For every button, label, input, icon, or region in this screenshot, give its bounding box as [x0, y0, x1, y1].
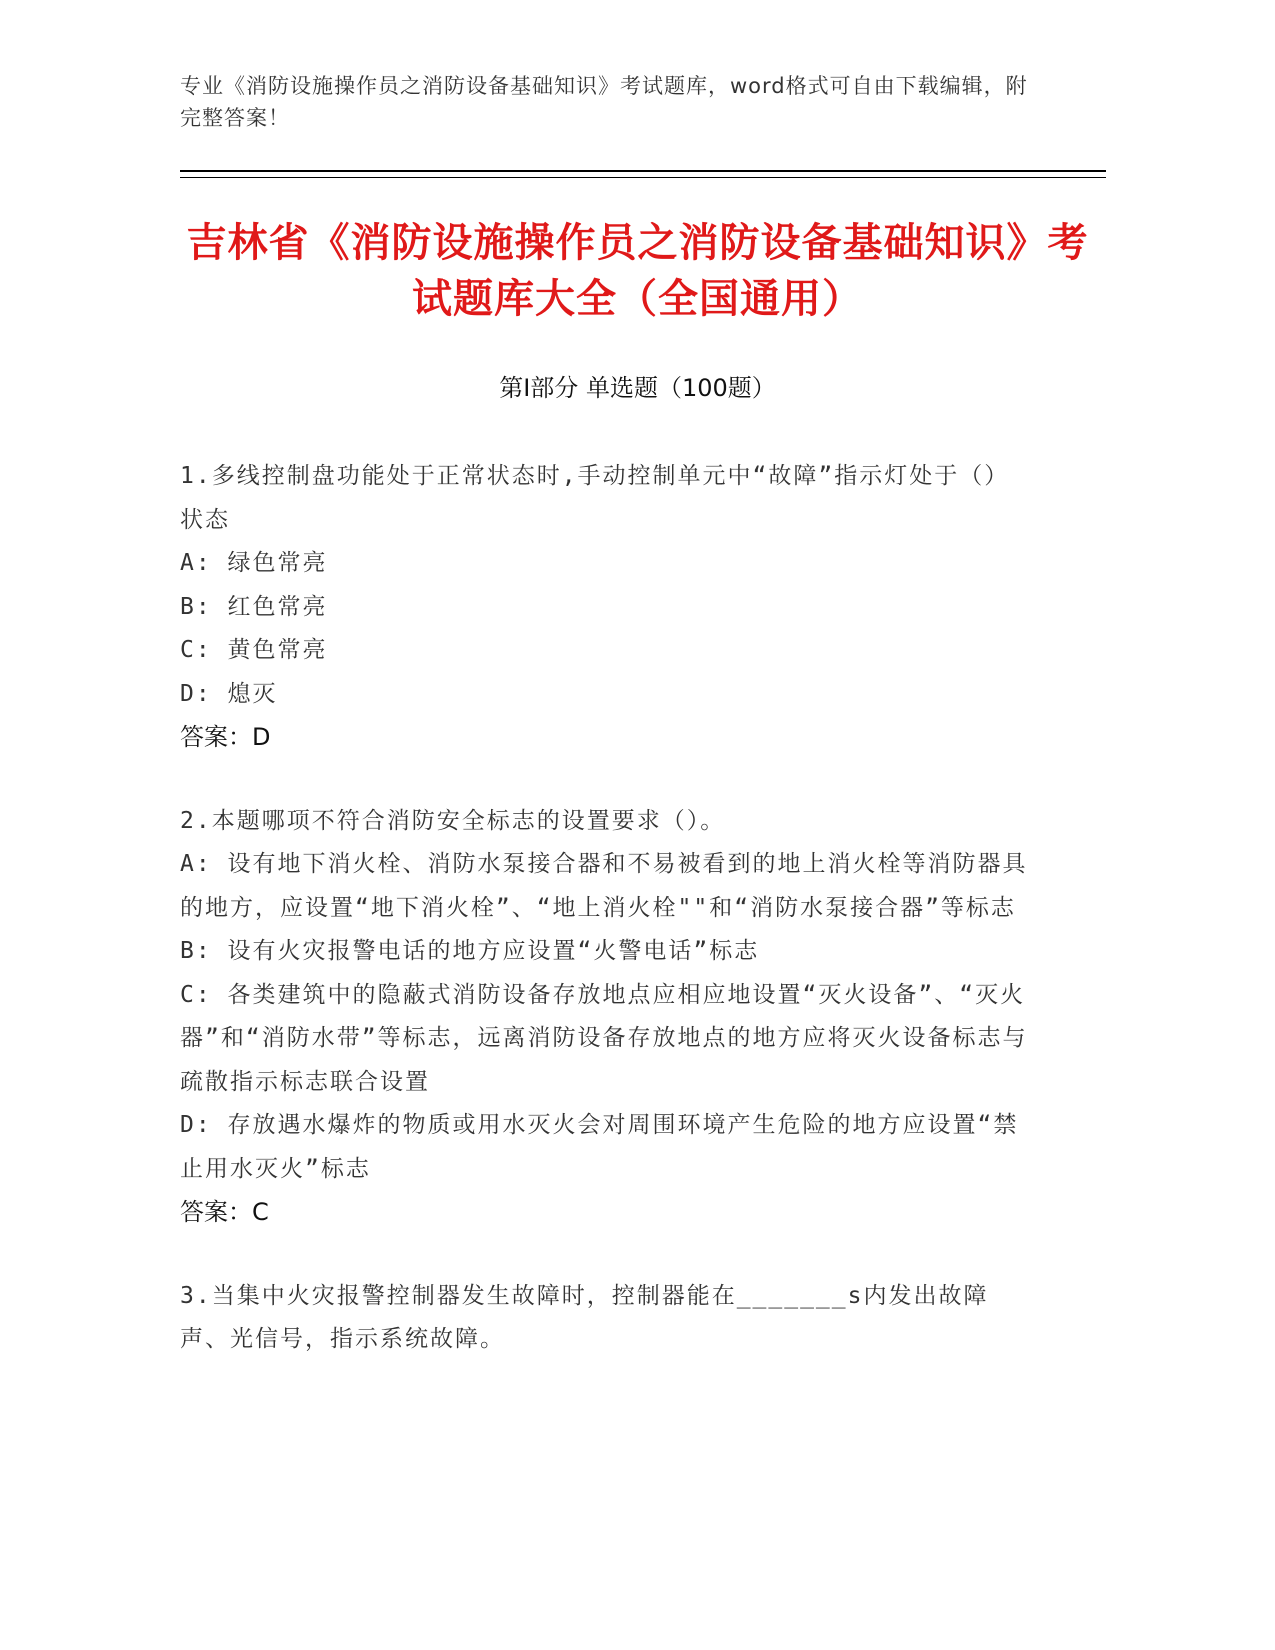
question-stem: 2.本题哪项不符合消防安全标志的设置要求（）。: [180, 807, 726, 834]
question-list: [180, 455, 1030, 1402]
option-c: C: 黄色常亮: [180, 637, 328, 663]
option-a: A: 绿色常亮: [180, 550, 328, 576]
option-b: B: 红色常亮: [180, 593, 328, 620]
option-b: B: 设有火灾报警电话的地方应设置“火警电话”标志: [180, 938, 760, 964]
option-d: D: 存放遇水爆炸的物质或用水灭火会对周围环境产生危险的地方应设置“禁止用水灭火”标志: [180, 1112, 1019, 1182]
option-c: C: 各类建筑中的隐蔽式消防设备存放地点应相应地设置“灭火设备”、“灭火器”和“消防水带”等标志，远离消防设备存放地点的地方应将灭火设备标志与疏散指示标志联合设置: [180, 981, 1028, 1095]
option-d: D: 熄灭: [180, 680, 278, 707]
option-a: A: 设有地下消火栓、消防水泵接合器和不易被看到的地上消火栓等消防器具的地方，应设置“地下消火栓”、“地上消火栓""和“消防水泵接合器”等标志: [180, 851, 1028, 921]
question-2: [180, 800, 1030, 1235]
header-note: 专业《消防设施操作员之消防设备基础知识》考试题库，word格式可自由下载编辑，附完整答案！: [180, 74, 1028, 130]
header-divider-thick: [180, 170, 1106, 172]
question-3: [180, 1275, 1030, 1362]
question-stem: 3.当集中火灾报警控制器发生故障时，控制器能在_______s内发出故障声、光信号，指示系统故障。: [180, 1282, 989, 1352]
question-1: [180, 455, 1030, 760]
answer: 答案：C: [180, 1198, 269, 1226]
header-divider-thin: [180, 177, 1106, 178]
document-title: 吉林省《消防设施操作员之消防设备基础知识》考试题库大全（全国通用）: [186, 220, 1089, 322]
section-title: 第Ⅰ部分 单选题（100题）: [499, 374, 776, 402]
question-stem: 1.多线控制盘功能处于正常状态时,手动控制单元中“故障”指示灯处于（）状态: [180, 463, 1010, 533]
answer: 答案：D: [180, 723, 271, 751]
